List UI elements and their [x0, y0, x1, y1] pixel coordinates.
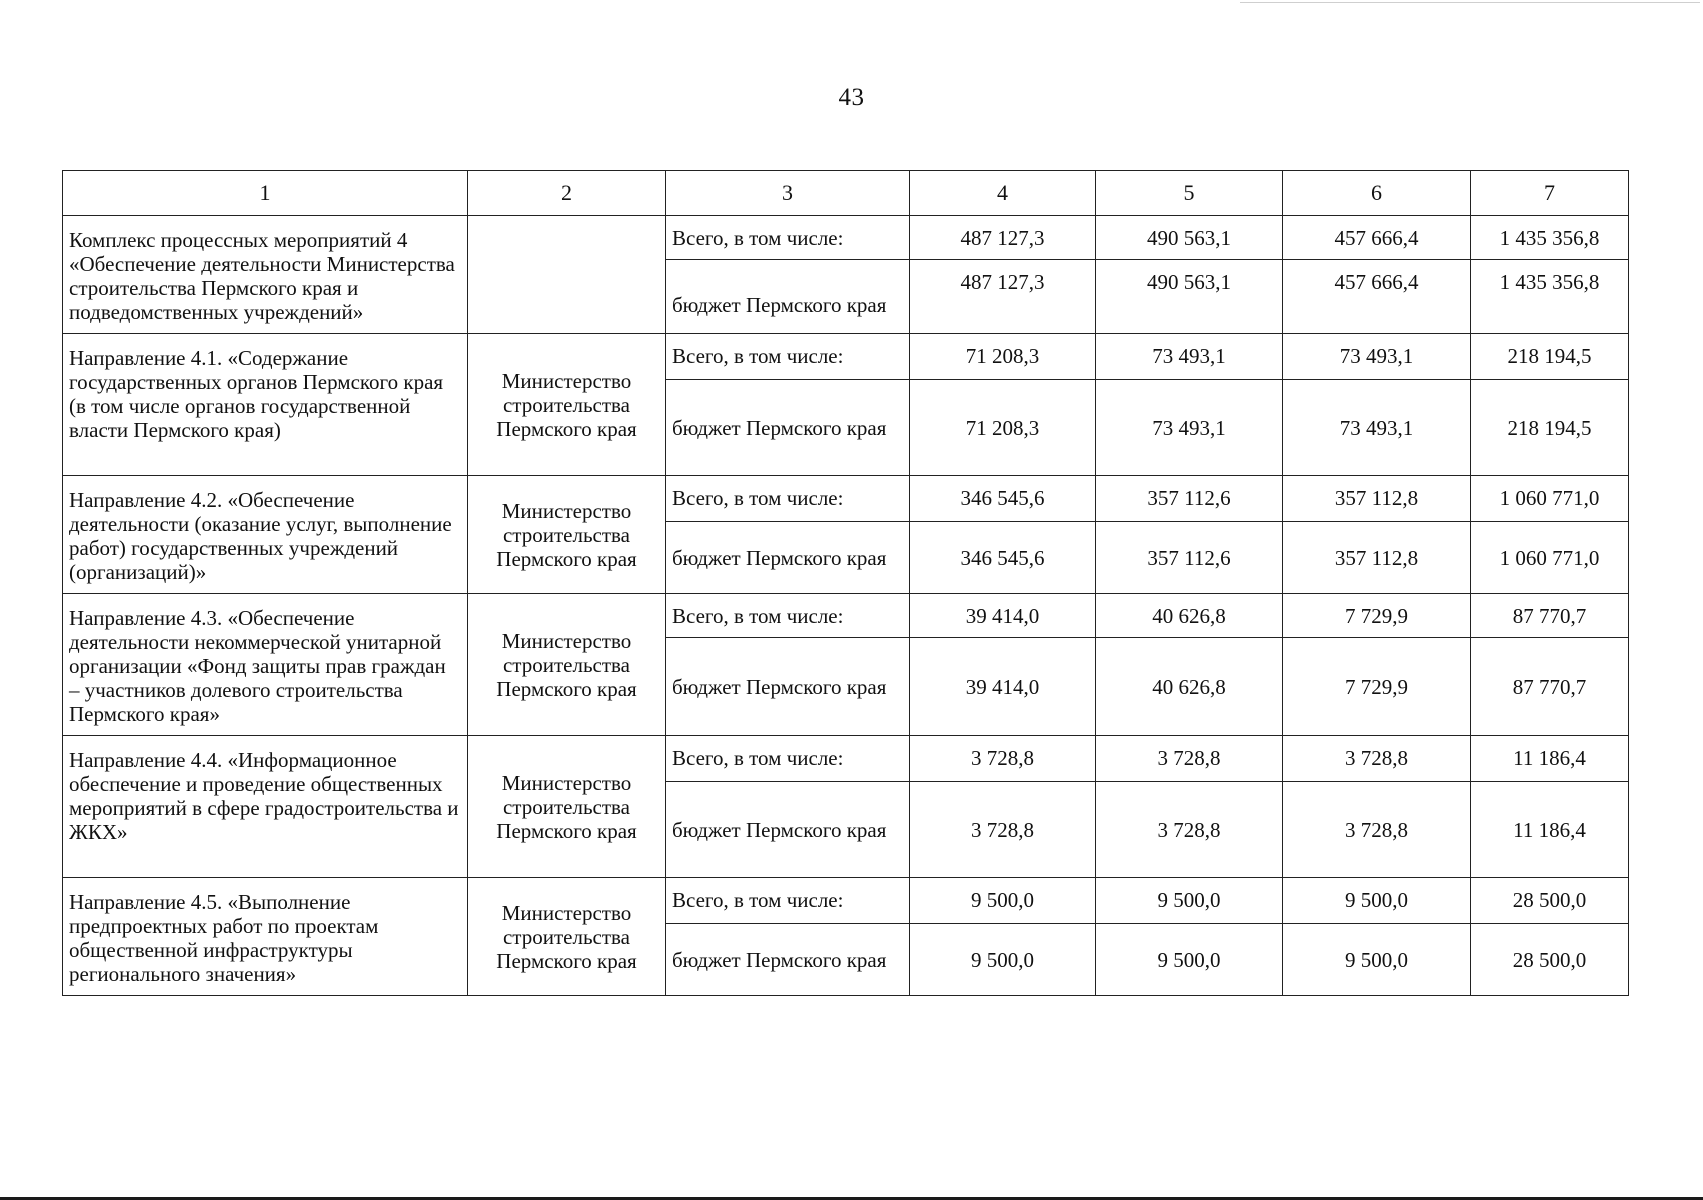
executor: Министерство строительства Пермского края — [468, 878, 666, 996]
funding-type: бюджет Пермского края — [666, 638, 910, 736]
header-cell-5: 5 — [1096, 171, 1283, 216]
table-row — [63, 736, 1629, 782]
value-col-7: 1 435 356,8 — [1471, 216, 1629, 260]
executor: Министерство строительства Пермского края — [468, 736, 666, 878]
funding-type: бюджет Пермского края — [666, 782, 910, 878]
funding-type: Всего, в том числе: — [666, 216, 910, 260]
value-col-6: 9 500,0 — [1283, 924, 1471, 996]
value-col-4: 3 728,8 — [910, 736, 1096, 782]
value-col-7: 28 500,0 — [1471, 878, 1629, 924]
funding-type: Всего, в том числе: — [666, 594, 910, 638]
value-col-5: 40 626,8 — [1096, 594, 1283, 638]
value-col-7: 87 770,7 — [1471, 594, 1629, 638]
value-col-7: 87 770,7 — [1471, 638, 1629, 736]
table-row — [63, 476, 1629, 522]
value-col-7: 218 194,5 — [1471, 334, 1629, 380]
funding-type: бюджет Пермского края — [666, 522, 910, 594]
value-col-6: 7 729,9 — [1283, 638, 1471, 736]
funding-type: бюджет Пермского края — [666, 260, 910, 334]
funding-type: Всего, в том числе: — [666, 334, 910, 380]
value-col-4: 39 414,0 — [910, 594, 1096, 638]
value-col-5: 3 728,8 — [1096, 782, 1283, 878]
value-col-6: 357 112,8 — [1283, 522, 1471, 594]
value-col-5: 357 112,6 — [1096, 476, 1283, 522]
header-cell-2: 2 — [468, 171, 666, 216]
program-name: Направление 4.3. «Обеспечение деятельности некоммерческой унитарной организации «Фонд защиты прав граждан – участников долевого строительства Пермского края» — [63, 594, 468, 736]
header-cell-1: 1 — [63, 171, 468, 216]
funding-type: Всего, в том числе: — [666, 878, 910, 924]
value-col-4: 3 728,8 — [910, 782, 1096, 878]
value-col-5: 3 728,8 — [1096, 736, 1283, 782]
value-col-4: 346 545,6 — [910, 522, 1096, 594]
value-col-6: 457 666,4 — [1283, 260, 1471, 334]
value-col-4: 487 127,3 — [910, 260, 1096, 334]
value-col-5: 9 500,0 — [1096, 924, 1283, 996]
program-name: Направление 4.2. «Обеспечение деятельности (оказание услуг, выполнение работ) государственных учреждений (организаций)» — [63, 476, 468, 594]
value-col-7: 1 060 771,0 — [1471, 476, 1629, 522]
value-col-4: 9 500,0 — [910, 878, 1096, 924]
table-row — [63, 334, 1629, 380]
page-number: 43 — [838, 84, 865, 111]
table-row — [63, 878, 1629, 924]
value-col-7: 11 186,4 — [1471, 782, 1629, 878]
executor: Министерство строительства Пермского края — [468, 334, 666, 476]
header-cell-6: 6 — [1283, 171, 1471, 216]
value-col-5: 9 500,0 — [1096, 878, 1283, 924]
header-row — [63, 171, 1629, 216]
program-name: Направление 4.1. «Содержание государственных органов Пермского края (в том числе органов государственной власти Пермского края) — [63, 334, 468, 476]
value-col-4: 487 127,3 — [910, 216, 1096, 260]
funding-type: Всего, в том числе: — [666, 736, 910, 782]
value-col-4: 71 208,3 — [910, 334, 1096, 380]
value-col-6: 3 728,8 — [1283, 736, 1471, 782]
program-name: Комплекс процессных мероприятий 4 «Обеспечение деятельности Министерства строительства Пермского края и подведомственных учреждений» — [63, 216, 468, 334]
value-col-4: 71 208,3 — [910, 380, 1096, 476]
executor: Министерство строительства Пермского края — [468, 476, 666, 594]
value-col-7: 28 500,0 — [1471, 924, 1629, 996]
executor: Министерство строительства Пермского края — [468, 594, 666, 736]
value-col-7: 11 186,4 — [1471, 736, 1629, 782]
value-col-7: 1 060 771,0 — [1471, 522, 1629, 594]
value-col-6: 357 112,8 — [1283, 476, 1471, 522]
funding-type: Всего, в том числе: — [666, 476, 910, 522]
funding-table — [62, 170, 1629, 996]
table-row — [63, 216, 1629, 260]
header-cell-7: 7 — [1471, 171, 1629, 216]
value-col-5: 490 563,1 — [1096, 216, 1283, 260]
value-col-5: 73 493,1 — [1096, 380, 1283, 476]
value-col-6: 3 728,8 — [1283, 782, 1471, 878]
header-cell-4: 4 — [910, 171, 1096, 216]
table-row — [63, 594, 1629, 638]
value-col-4: 9 500,0 — [910, 924, 1096, 996]
funding-type: бюджет Пермского края — [666, 380, 910, 476]
program-name: Направление 4.5. «Выполнение предпроектных работ по проектам общественной инфраструктуры регионального значения» — [63, 878, 468, 996]
funding-type: бюджет Пермского края — [666, 924, 910, 996]
value-col-5: 40 626,8 — [1096, 638, 1283, 736]
value-col-5: 73 493,1 — [1096, 334, 1283, 380]
value-col-7: 1 435 356,8 — [1471, 260, 1629, 334]
scan-artifact-line — [1240, 2, 1700, 3]
value-col-4: 346 545,6 — [910, 476, 1096, 522]
value-col-5: 490 563,1 — [1096, 260, 1283, 334]
executor — [468, 216, 666, 334]
program-name: Направление 4.4. «Информационное обеспечение и проведение общественных мероприятий в сфере градостроительства и ЖКХ» — [63, 736, 468, 878]
value-col-6: 73 493,1 — [1283, 380, 1471, 476]
header-cell-3: 3 — [666, 171, 910, 216]
value-col-5: 357 112,6 — [1096, 522, 1283, 594]
value-col-6: 73 493,1 — [1283, 334, 1471, 380]
value-col-4: 39 414,0 — [910, 638, 1096, 736]
value-col-6: 7 729,9 — [1283, 594, 1471, 638]
value-col-7: 218 194,5 — [1471, 380, 1629, 476]
value-col-6: 457 666,4 — [1283, 216, 1471, 260]
value-col-6: 9 500,0 — [1283, 878, 1471, 924]
